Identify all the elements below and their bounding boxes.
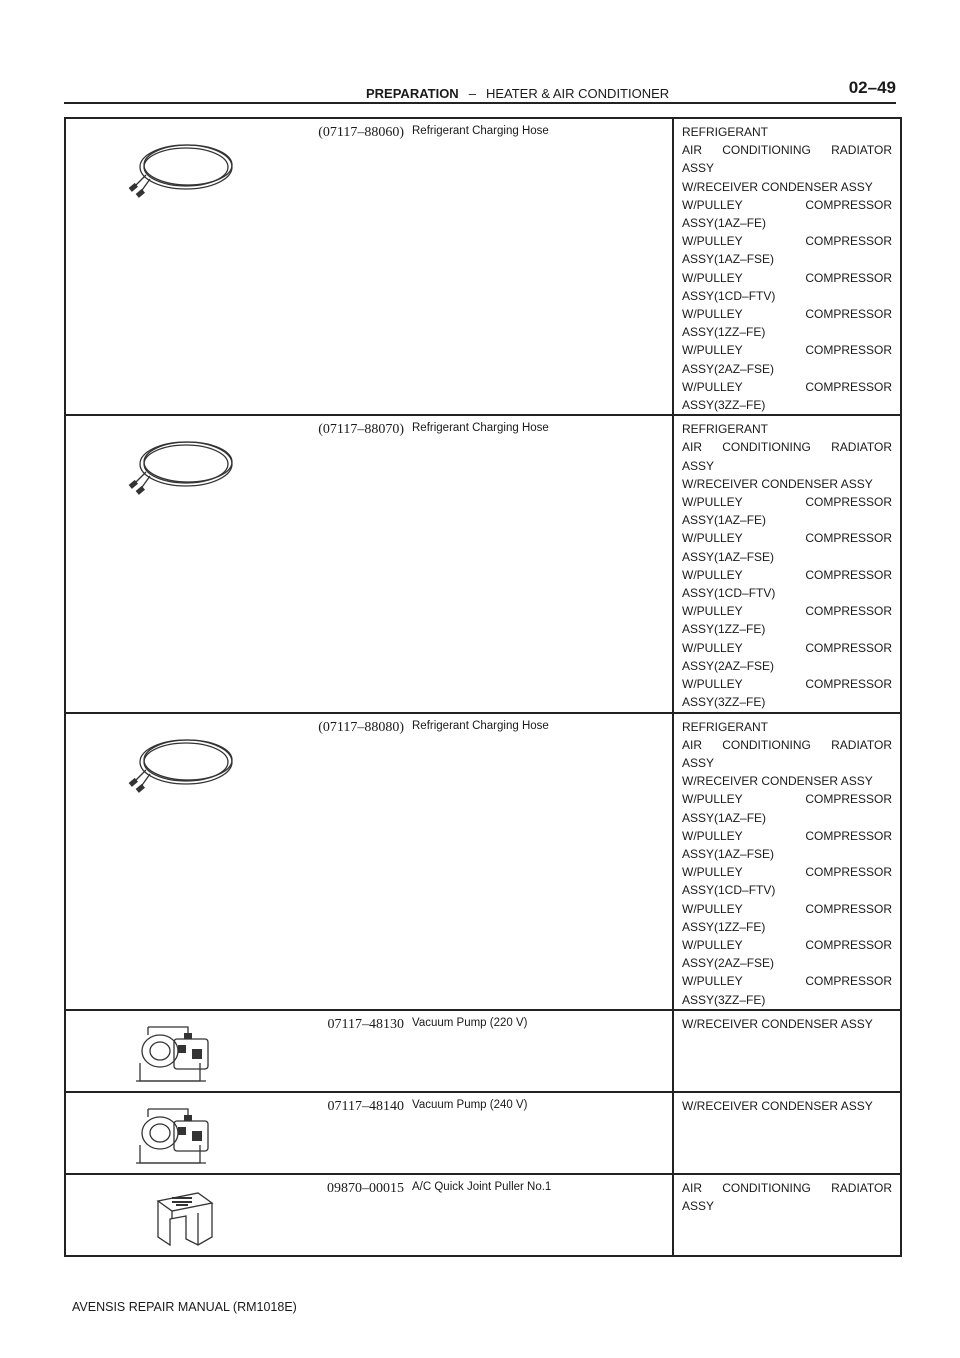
used-for-item: W/PULLEY COMPRESSOR ASSY(1AZ–FE) [682, 792, 892, 825]
part-number: 09870–00015 [327, 1180, 404, 1196]
used-for-item: AIR CONDITIONING RADIATOR ASSY [682, 440, 892, 473]
illustration-cell [65, 1174, 408, 1256]
used-for-list [674, 416, 900, 711]
used-for-list [674, 1011, 900, 1033]
page-header [64, 78, 896, 104]
section-name: PREPARATION [366, 86, 459, 101]
used-for-item: W/PULLEY COMPRESSOR ASSY(2AZ–FSE) [682, 640, 892, 673]
part-number: (07117–88070) [318, 422, 404, 438]
used-for-item: W/PULLEY COMPRESSOR ASSY(1CD–FTV) [682, 270, 892, 303]
hose-coil-icon [126, 137, 236, 199]
tool-name-cell [408, 1092, 673, 1174]
tool-name: Vacuum Pump (240 V) [412, 1098, 528, 1111]
used-for-cell [673, 713, 901, 1010]
illustration-cell [65, 713, 408, 1010]
used-for-item: W/PULLEY COMPRESSOR ASSY(2AZ–FSE) [682, 937, 892, 971]
used-for-item: AIR CONDITIONING RADIATOR ASSY [682, 1180, 892, 1213]
used-for-list [674, 1175, 900, 1215]
table-row [65, 415, 901, 712]
used-for-item: W/PULLEY COMPRESSOR ASSY(1ZZ–FE) [682, 604, 892, 637]
used-for-list [674, 119, 900, 414]
used-for-item: W/RECEIVER CONDENSER ASSY [682, 179, 873, 194]
used-for-item: W/PULLEY COMPRESSOR ASSY(1AZ–FSE) [682, 234, 892, 267]
used-for-item: W/PULLEY COMPRESSOR ASSY(1AZ–FSE) [682, 828, 892, 861]
used-for-item: W/PULLEY COMPRESSOR ASSY(1ZZ–FE) [682, 901, 892, 934]
used-for-item: W/PULLEY COMPRESSOR ASSY(1AZ–FSE) [682, 531, 892, 564]
used-for-item: W/PULLEY COMPRESSOR ASSY(1AZ–FE) [682, 495, 892, 528]
used-for-cell [673, 1174, 901, 1256]
tool-name-cell [408, 713, 673, 1010]
part-number: (07117–88060) [318, 125, 404, 140]
table-row [65, 1010, 901, 1092]
used-for-item: W/RECEIVER CONDENSER ASSY [682, 1016, 873, 1031]
tool-name-cell [408, 1174, 673, 1256]
part-number: 07117–48140 [327, 1098, 404, 1114]
illustration-cell [65, 118, 408, 415]
joint-puller-icon [150, 1189, 220, 1249]
illustration-cell [65, 1010, 408, 1092]
used-for-item: W/PULLEY COMPRESSOR ASSY(3ZZ–FE) [682, 379, 892, 413]
used-for-cell [673, 1010, 901, 1092]
used-for-cell [673, 415, 901, 712]
used-for-item: W/PULLEY COMPRESSOR ASSY(3ZZ–FE) [682, 677, 892, 710]
illustration-cell [65, 1092, 408, 1174]
part-number: 07117–48130 [327, 1016, 404, 1032]
used-for-cell [673, 118, 901, 415]
illustration-cell [65, 415, 408, 712]
tool-name-cell [408, 1010, 673, 1092]
used-for-item: AIR CONDITIONING RADIATOR ASSY [682, 737, 892, 770]
part-number: (07117–88080) [318, 719, 404, 735]
section-title [366, 86, 669, 101]
subsection-name: HEATER & AIR CONDITIONER [485, 86, 670, 101]
used-for-item: REFRIGERANT [682, 719, 769, 734]
tool-table [64, 117, 902, 1257]
tool-name: A/C Quick Joint Puller No.1 [412, 1180, 552, 1193]
hose-coil-icon [126, 732, 236, 794]
section-separator: – [468, 86, 476, 101]
used-for-cell [673, 1092, 901, 1174]
tool-name-cell [408, 415, 673, 712]
hose-coil-icon [126, 434, 236, 496]
used-for-item: W/PULLEY COMPRESSOR ASSY(1AZ–FE) [682, 197, 892, 231]
tool-name: Refrigerant Charging Hose [412, 719, 549, 732]
used-for-item: W/PULLEY COMPRESSOR ASSY(3ZZ–FE) [682, 974, 892, 1007]
table-row [65, 118, 901, 415]
used-for-item: W/PULLEY COMPRESSOR ASSY(1ZZ–FE) [682, 307, 892, 340]
table-row [65, 713, 901, 1010]
used-for-item: W/RECEIVER CONDENSER ASSY [682, 476, 873, 491]
tool-name: Refrigerant Charging Hose [412, 422, 549, 435]
used-for-item: W/PULLEY COMPRESSOR ASSY(1CD–FTV) [682, 567, 892, 601]
table-row [65, 1092, 901, 1174]
tool-name-cell [408, 118, 673, 415]
used-for-item: REFRIGERANT [682, 125, 769, 139]
vacuum-pump-icon [134, 1019, 234, 1085]
used-for-list [674, 714, 900, 1009]
used-for-item: REFRIGERANT [682, 422, 769, 437]
tool-name: Vacuum Pump (220 V) [412, 1016, 528, 1029]
tool-name: Refrigerant Charging Hose [412, 125, 549, 137]
used-for-list [674, 1093, 900, 1115]
used-for-item: W/RECEIVER CONDENSER ASSY [682, 774, 873, 789]
used-for-item: W/PULLEY COMPRESSOR ASSY(1CD–FTV) [682, 865, 892, 898]
used-for-item: W/RECEIVER CONDENSER ASSY [682, 1098, 873, 1113]
page-footer: AVENSIS REPAIR MANUAL (RM1018E) [72, 1300, 297, 1314]
used-for-item: W/PULLEY COMPRESSOR ASSY(2AZ–FSE) [682, 343, 892, 376]
vacuum-pump-icon [134, 1101, 234, 1167]
used-for-item: AIR CONDITIONING RADIATOR ASSY [682, 143, 892, 176]
page-number: 02–49 [848, 78, 896, 97]
table-row [65, 1174, 901, 1256]
